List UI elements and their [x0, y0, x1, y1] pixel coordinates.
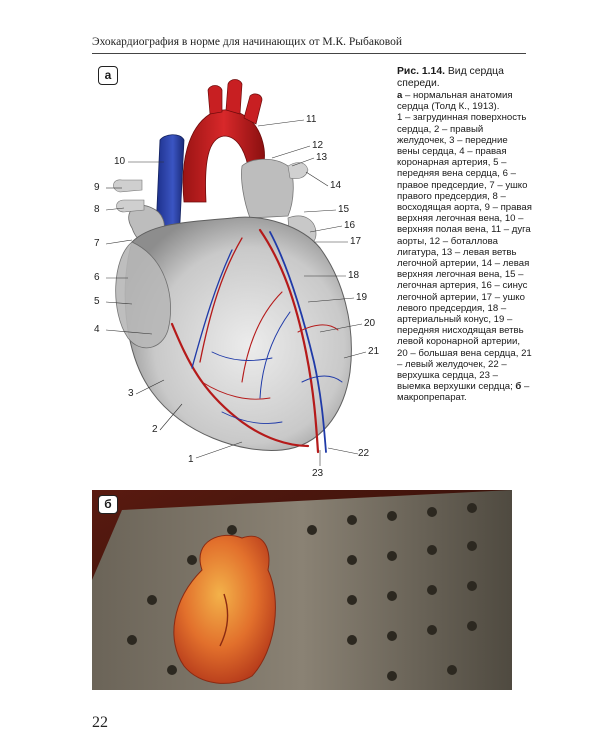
caption-part-b-text: – макропрепарат.: [397, 381, 530, 404]
caption-part-a-text: – нормальная анатомия сердца (Толд К., 1913).: [397, 90, 513, 113]
figure-a-label: а: [98, 66, 118, 85]
figure-caption: [397, 66, 532, 404]
callout-5: 5: [94, 296, 100, 307]
callout-4: 4: [94, 324, 100, 335]
callout-18: 18: [348, 270, 360, 281]
heart-illustration: [92, 62, 382, 492]
callout-14: 14: [330, 180, 342, 191]
callout-7: 7: [94, 238, 100, 249]
callout-3: 3: [128, 388, 134, 399]
callout-11: 11: [306, 114, 317, 125]
callout-23: 23: [312, 468, 324, 479]
callout-9: 9: [94, 182, 100, 193]
caption-title: Вид сердца спереди.: [397, 66, 504, 89]
caption-part-a-letter: а: [397, 90, 403, 101]
callout-8: 8: [94, 204, 100, 215]
caption-figure-number: Рис. 1.14.: [397, 66, 445, 77]
callout-19: 19: [356, 292, 368, 303]
callout-15: 15: [338, 204, 350, 215]
figure-b-photo: [92, 490, 512, 690]
callout-1: 1: [188, 454, 194, 465]
caption-legend: 1 – загрудинная поверхность сердца, 2 – правый желудочек, 3 – передние вены сердца, 4 – правая коронарная артерия, 5 – передняя вена сердца, 6 – правое предсердие, 7 – ушко правого предсердия, 8 – восходящая аорта, 9 – правая верхняя легочная вена, 10 – верхняя полая вена, 11 – дуга аорты, 12 – боталлова лигатура, 13 – левая ветвь легочной артерии, 14 – левая верхняя легочная вена, 15 – легочная артерия, 16 – синус легочной артерии, 17 – ушко левого предсердия, 18 – артериальный конус, 19 – передняя нисходящая ветвь левой коронарной артерии, 20 – большая вена сердца, 21 – левый желудочек, 22 – верхушка сердца, 23 – выемка верхушки сердца;: [397, 112, 532, 393]
callout-22: 22: [358, 448, 370, 459]
heart-specimen-photo: [92, 490, 512, 690]
callout-13: 13: [316, 152, 328, 163]
callout-12: 12: [312, 140, 324, 151]
caption-part-b-letter: б: [515, 381, 522, 393]
callout-16: 16: [344, 220, 356, 231]
callout-21: 21: [368, 346, 380, 357]
callout-10: 10: [114, 156, 126, 167]
figure-a: [92, 62, 382, 492]
callout-2: 2: [152, 424, 158, 435]
callout-6: 6: [94, 272, 100, 283]
callout-20: 20: [364, 318, 376, 329]
figure-b-label: б: [98, 495, 118, 514]
page-number: 22: [92, 714, 108, 731]
running-title: Эхокардиография в норме для начинающих от М.К. Рыбаковой: [92, 36, 402, 48]
header-rule: [92, 53, 526, 54]
callout-17: 17: [350, 236, 362, 247]
